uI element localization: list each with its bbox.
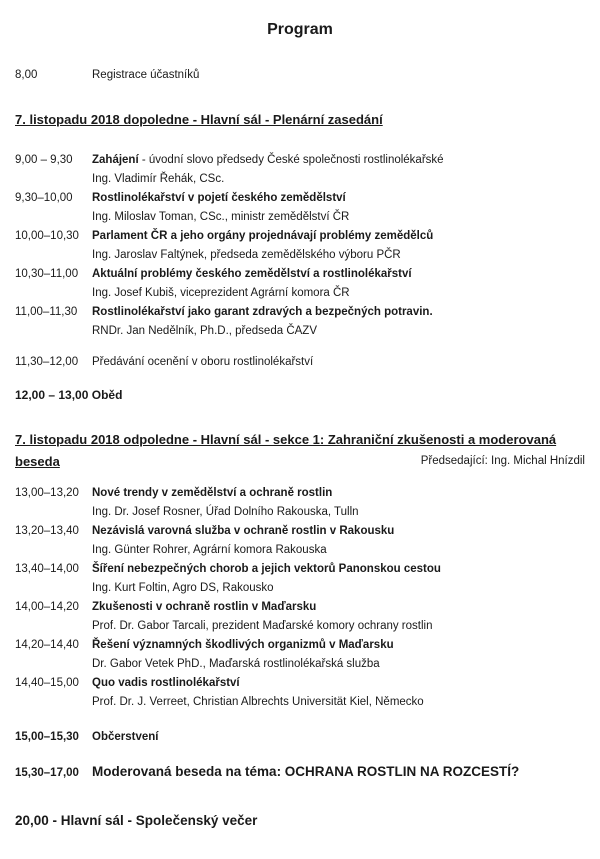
session-speaker: Dr. Gabor Vetek PhD., Maďarská rostlinolékařská služba bbox=[92, 658, 380, 670]
session-title: Rostlinolékařství v pojetí českého zemědělství bbox=[92, 192, 346, 204]
registration-time: 8,00 bbox=[15, 69, 38, 81]
registration-row bbox=[15, 66, 585, 85]
session-title: Zkušenosti v ochraně rostlin v Maďarsku bbox=[92, 601, 317, 613]
session-title: Nové trendy v zemědělství a ochraně rostlin bbox=[92, 487, 333, 499]
session-content bbox=[92, 265, 585, 303]
panel-title: Moderovaná beseda na téma: OCHRANA ROSTLIN NA ROZCESTÍ? bbox=[92, 764, 520, 779]
morning-section-heading bbox=[15, 109, 585, 131]
session-time: 14,40–15,00 bbox=[15, 677, 79, 689]
session-time: 9,00 – 9,30 bbox=[15, 154, 73, 166]
session-row bbox=[15, 227, 585, 265]
awards-row bbox=[15, 353, 585, 372]
session-speaker: Prof. Dr. J. Verreet, Christian Albrechts Universität Kiel, Německo bbox=[92, 696, 424, 708]
registration-label: Registrace účastníků bbox=[92, 69, 200, 81]
session-title: Quo vadis rostlinolékařství bbox=[92, 677, 240, 689]
awards-time: 11,30–12,00 bbox=[15, 356, 79, 368]
session-speaker: Prof. Dr. Gabor Tarcali, prezident Maďarské komory ochrany rostlin bbox=[92, 620, 433, 632]
session-title: Rostlinolékařství jako garant zdravých a bezpečných potravin. bbox=[92, 306, 433, 318]
morning-session-list bbox=[15, 151, 585, 341]
session-row bbox=[15, 151, 585, 189]
session-time: 10,00–10,30 bbox=[15, 230, 79, 242]
session-title: Parlament ČR a jeho orgány projednávají problémy zemědělců bbox=[92, 230, 434, 242]
session-speaker: Ing. Günter Rohrer, Agrární komora Rakouska bbox=[92, 544, 327, 556]
afternoon-section-heading bbox=[15, 429, 585, 473]
session-title bbox=[92, 151, 585, 170]
session-time: 14,00–14,20 bbox=[15, 601, 79, 613]
session-row bbox=[15, 265, 585, 303]
afternoon-session-list bbox=[15, 484, 585, 712]
session-time: 13,00–13,20 bbox=[15, 487, 79, 499]
evening-event-line: 20,00 - Hlavní sál - Společenský večer bbox=[15, 813, 258, 828]
refreshment-time: 15,00–15,30 bbox=[15, 731, 79, 743]
session-time: 10,30–11,00 bbox=[15, 268, 79, 280]
session-content bbox=[92, 522, 585, 560]
session-chair-label: Předsedající: Ing. Michal Hnízdil bbox=[420, 455, 585, 467]
afternoon-heading-text: 7. listopadu 2018 odpoledne - Hlavní sál - sekce 1: Zahraniční zkušenosti a moderovaná beseda bbox=[15, 432, 557, 469]
session-speaker: Ing. Miloslav Toman, CSc., ministr zemědělství ČR bbox=[92, 211, 350, 223]
session-content bbox=[92, 598, 585, 636]
session-row bbox=[15, 303, 585, 341]
session-row bbox=[15, 484, 585, 522]
session-time: 9,30–10,00 bbox=[15, 192, 73, 204]
session-row bbox=[15, 522, 585, 560]
panel-time: 15,30–17,00 bbox=[15, 767, 79, 779]
session-time: 14,20–14,40 bbox=[15, 639, 79, 651]
session-content bbox=[92, 303, 585, 341]
session-row bbox=[15, 189, 585, 227]
session-speaker: Ing. Vladimír Řehák, CSc. bbox=[92, 173, 225, 185]
session-content bbox=[92, 189, 585, 227]
session-content bbox=[92, 560, 585, 598]
session-title: Aktuální problémy českého zemědělství a rostlinolékařství bbox=[92, 268, 412, 280]
session-time: 13,20–13,40 bbox=[15, 525, 79, 537]
lunch-line: 12,00 – 13,00 Oběd bbox=[15, 388, 123, 402]
session-content bbox=[92, 151, 585, 189]
session-content bbox=[92, 484, 585, 522]
session-row bbox=[15, 560, 585, 598]
session-time: 13,40–14,00 bbox=[15, 563, 79, 575]
session-speaker: Ing. Jaroslav Faltýnek, předseda zemědělského výboru PČR bbox=[92, 249, 401, 261]
session-row bbox=[15, 598, 585, 636]
session-speaker: Ing. Dr. Josef Rosner, Úřad Dolního Rakouska, Tulln bbox=[92, 506, 359, 518]
session-title: Řešení významných škodlivých organizmů v Maďarsku bbox=[92, 639, 394, 651]
session-title-bold: Zahájení bbox=[92, 154, 139, 166]
refreshment-label: Občerstvení bbox=[92, 731, 159, 743]
session-row bbox=[15, 674, 585, 712]
refreshment-row bbox=[15, 728, 585, 747]
session-speaker: Ing. Josef Kubiš, viceprezident Agrární komora ČR bbox=[92, 287, 350, 299]
session-title: Šíření nebezpečných chorob a jejich vektorů Panonskou cestou bbox=[92, 563, 441, 575]
panel-discussion-row bbox=[15, 760, 585, 784]
session-time: 11,00–11,30 bbox=[15, 306, 78, 318]
session-title: Nezávislá varovná služba v ochraně rostlin v Rakousku bbox=[92, 525, 395, 537]
page-title: Program bbox=[267, 21, 333, 38]
session-content bbox=[92, 636, 585, 674]
session-speaker: Ing. Kurt Foltin, Agro DS, Rakousko bbox=[92, 582, 274, 594]
awards-label: Předávání ocenění v oboru rostlinolékařství bbox=[92, 356, 314, 368]
session-speaker: RNDr. Jan Nedělník, Ph.D., předseda ČAZV bbox=[92, 325, 317, 337]
morning-heading-text: 7. listopadu 2018 dopoledne - Hlavní sál - Plenární zasedání bbox=[15, 112, 383, 127]
session-title-suffix: - úvodní slovo předsedy České společnosti rostlinolékařské bbox=[138, 154, 444, 166]
session-content bbox=[92, 674, 585, 712]
session-content bbox=[92, 227, 585, 265]
session-row bbox=[15, 636, 585, 674]
